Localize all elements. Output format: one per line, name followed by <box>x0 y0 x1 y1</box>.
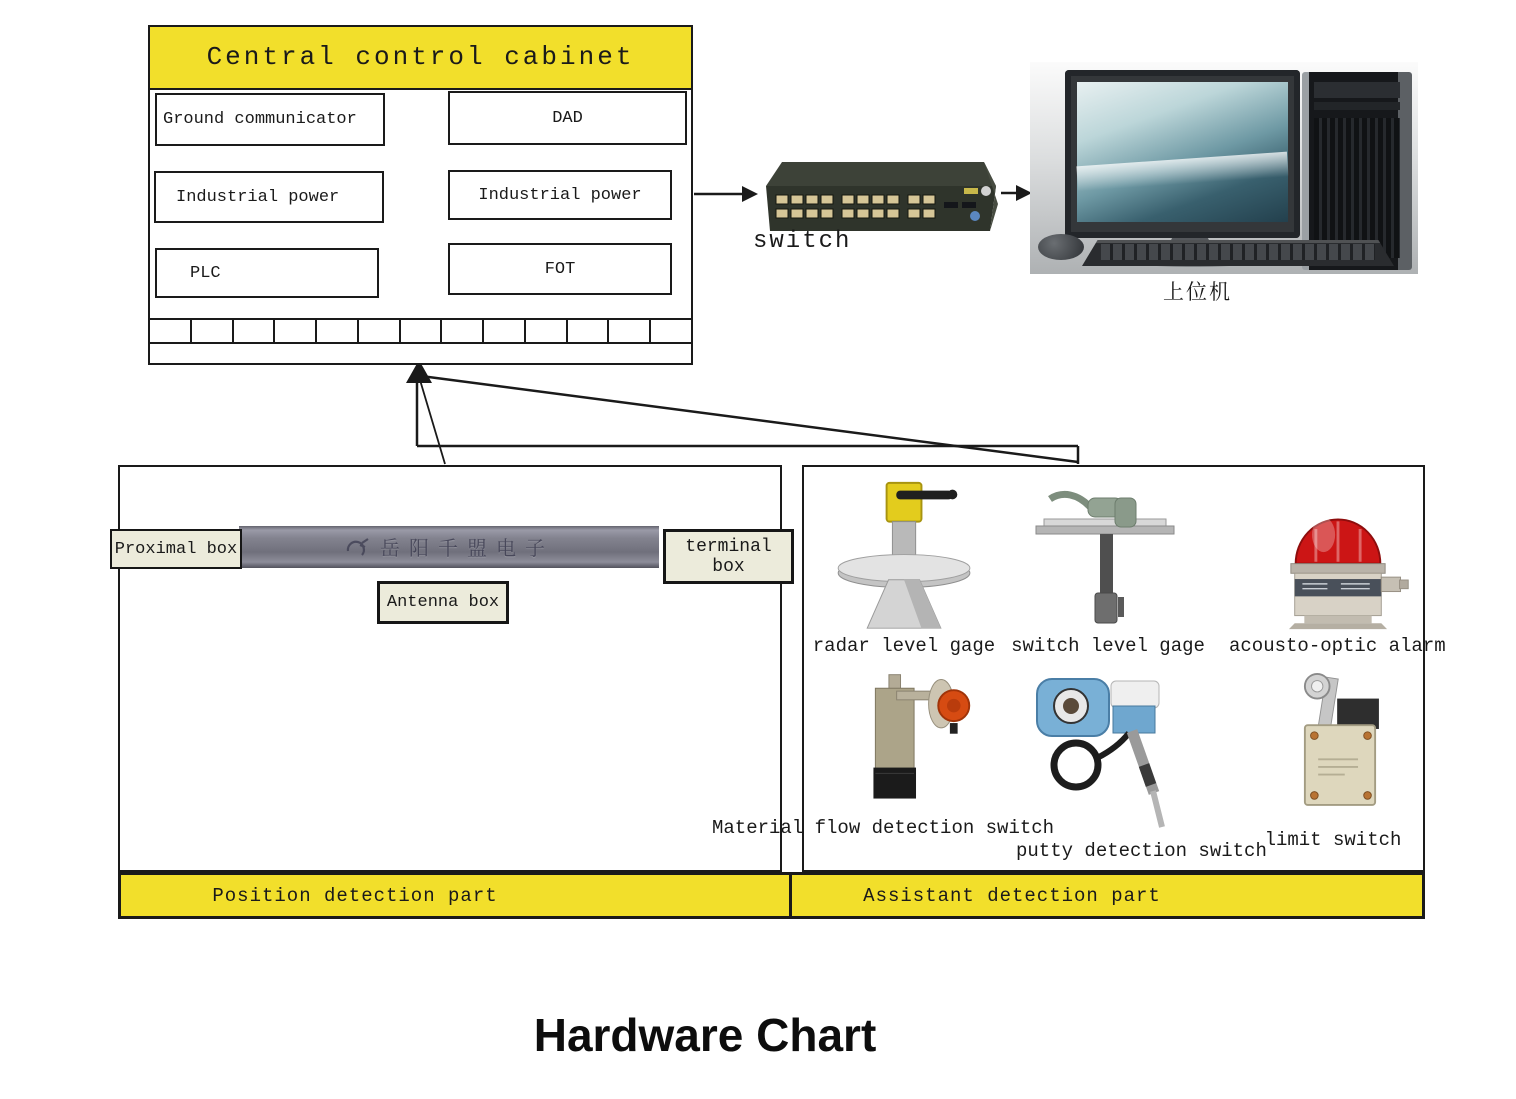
cabinet-title: Central control cabinet <box>150 27 691 90</box>
terminal-cell <box>275 320 317 342</box>
device-label-acousto-optic-alarm: acousto-optic alarm <box>1229 635 1446 657</box>
keyboard-icon <box>1082 240 1394 266</box>
network-switch-image <box>748 158 1006 236</box>
module-ground-communicator: Ground communicator <box>155 93 385 146</box>
terminal-cell <box>317 320 359 342</box>
device-label-switch-level-gage: switch level gage <box>1011 635 1205 657</box>
acousto-optic-alarm-image <box>1262 479 1414 631</box>
device-label-putty-detection-switch: putty detection switch <box>1016 840 1267 862</box>
terminal-cell <box>192 320 234 342</box>
terminal-cell <box>484 320 526 342</box>
module-fot: FOT <box>448 243 672 295</box>
material-flow-detection-switch-image <box>854 665 979 815</box>
monitor-icon <box>1065 70 1300 238</box>
device-label-material-flow-detection-switch: Material flow detection switch <box>712 817 1055 839</box>
terminal-strip <box>150 318 691 344</box>
terminal-cell <box>150 320 192 342</box>
module-plc: PLC <box>155 248 379 298</box>
position-detection-footer <box>118 872 792 919</box>
position-detection-box <box>114 465 782 872</box>
position-detection-footer-text: Position detection part <box>212 884 498 907</box>
terminal-box-label: terminal box <box>663 529 794 584</box>
module-dad: DAD <box>448 91 687 145</box>
terminal-cell <box>651 320 691 342</box>
terminal-cell <box>609 320 651 342</box>
module-industrial-power-right: Industrial power <box>448 170 672 220</box>
assistant-detection-footer-text: Assistant detection part <box>863 884 1161 907</box>
limit-switch-image <box>1286 672 1394 822</box>
antenna-bar-engraving: 岳阳千盟电子 <box>380 539 554 562</box>
antenna-box-label: Antenna box <box>377 581 509 624</box>
terminal-cell <box>526 320 568 342</box>
device-label-radar-level-gage: radar level gage <box>812 635 996 657</box>
putty-detection-switch-image <box>1019 665 1187 837</box>
host-computer-label: 上位机 <box>1163 283 1232 306</box>
central-control-cabinet <box>148 25 693 365</box>
brand-logo-icon <box>344 537 370 557</box>
terminal-cell <box>359 320 401 342</box>
assistant-detection-footer <box>789 872 1425 919</box>
terminal-cell <box>568 320 610 342</box>
switch-level-gage-image <box>1030 485 1180 633</box>
terminal-cell <box>442 320 484 342</box>
terminal-cell <box>401 320 443 342</box>
page-title: Hardware Chart <box>533 1009 877 1061</box>
host-computer-image <box>1030 62 1418 274</box>
antenna-bar-image <box>239 526 659 568</box>
module-industrial-power-left: Industrial power <box>154 171 384 223</box>
radar-level-gage-image <box>830 479 980 634</box>
proximal-box-label: Proximal box <box>110 529 242 569</box>
terminal-cell <box>234 320 276 342</box>
switch-label: switch <box>753 228 852 255</box>
device-label-limit-switch: limit switch <box>1264 829 1402 851</box>
mouse-icon <box>1038 234 1084 260</box>
